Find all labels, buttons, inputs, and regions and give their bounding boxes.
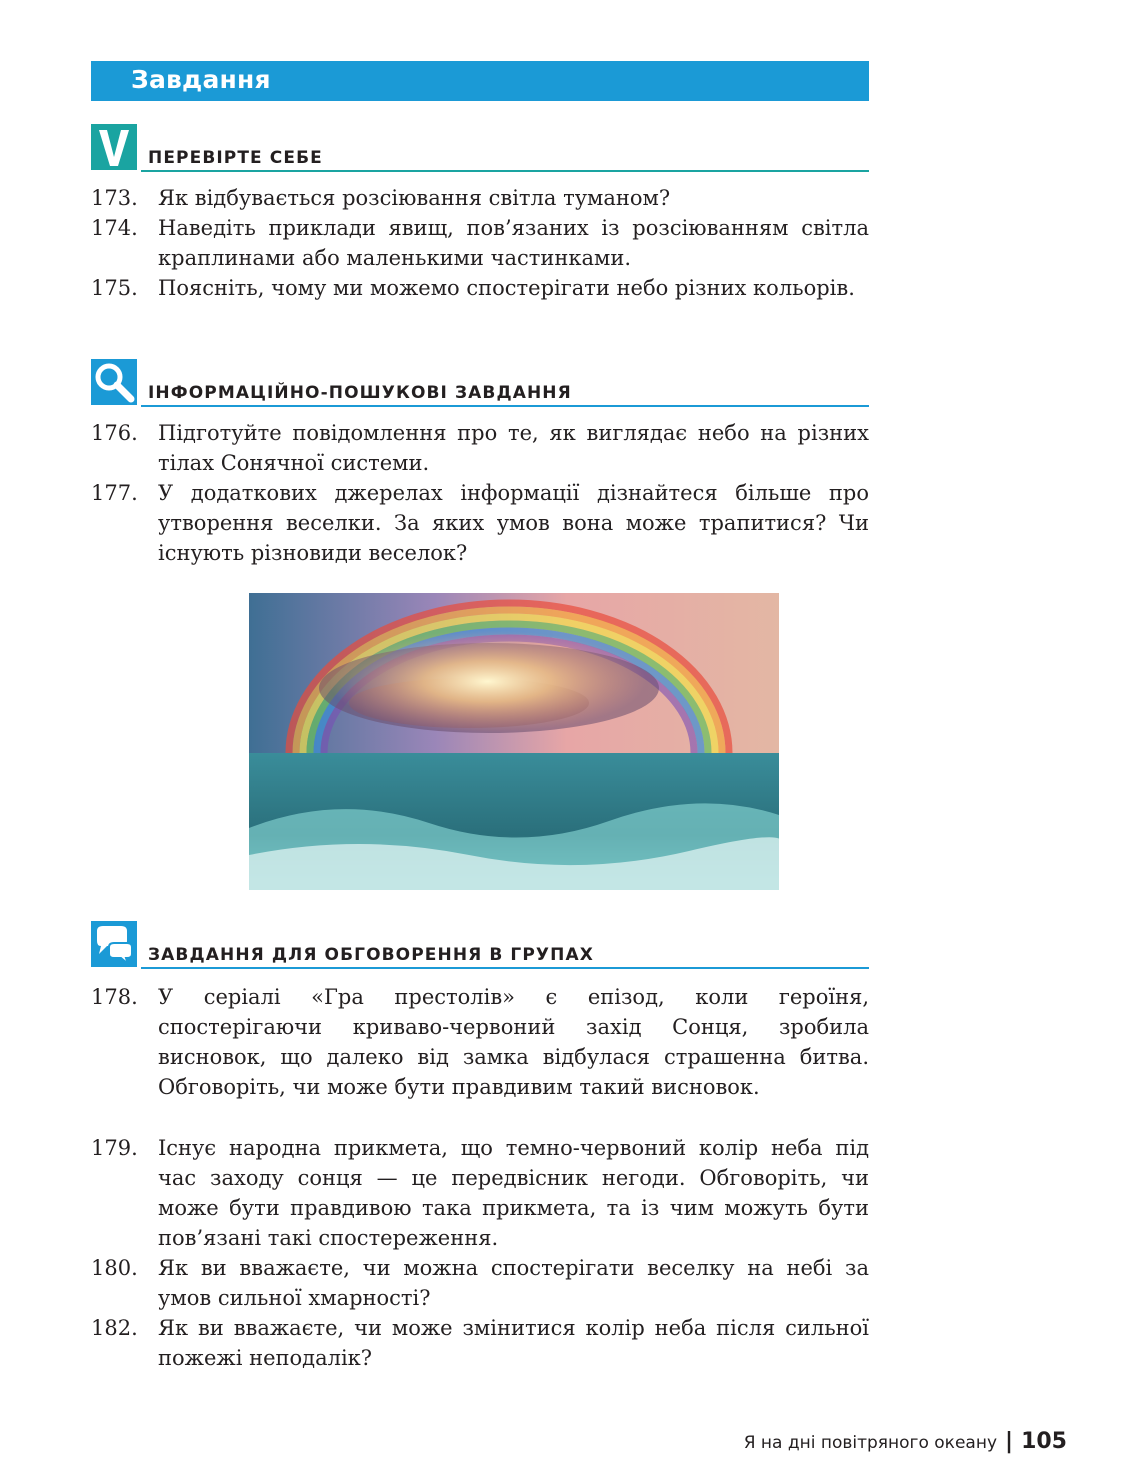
task-number: 173. xyxy=(91,186,138,210)
checkmark-icon xyxy=(91,124,137,170)
task-number: 179. xyxy=(91,1136,138,1160)
task-item xyxy=(91,418,869,478)
task-item xyxy=(91,273,869,303)
task-number: 178. xyxy=(91,985,138,1009)
magnifier-icon xyxy=(91,359,137,405)
section-rule xyxy=(141,170,869,172)
task-number: 177. xyxy=(91,481,138,505)
task-text: Як ви вважаєте, чи можна спостерігати веселку на небі за умов сильної хмарності? xyxy=(158,1256,869,1310)
section-title-check: ПЕРЕВІРТЕ СЕБЕ xyxy=(148,148,323,168)
section-rule xyxy=(141,405,869,407)
task-number: 176. xyxy=(91,421,138,445)
task-text: Підготуйте повідомлення про те, як виглядає небо на різних тілах Сонячної системи. xyxy=(158,421,869,475)
section-header-search xyxy=(91,359,869,407)
section-header-group xyxy=(91,921,869,969)
section-title-group: ЗАВДАННЯ ДЛЯ ОБГОВОРЕННЯ В ГРУПАХ xyxy=(148,945,594,965)
page-number: 105 xyxy=(1021,1429,1067,1454)
speech-bubbles-icon xyxy=(91,921,137,967)
task-item xyxy=(91,1133,869,1253)
task-text: Наведіть приклади явищ, пов’язаних із розсіюванням світла краплинами або маленькими частинками. xyxy=(158,216,869,270)
section-title-search: ІНФОРМАЦІЙНО-ПОШУКОВІ ЗАВДАННЯ xyxy=(148,383,572,403)
task-text: У додаткових джерелах інформації дізнайтеся більше про утворення веселки. За яких умов вона може трапитися? Чи існують різновиди веселок? xyxy=(158,481,869,565)
task-number: 180. xyxy=(91,1256,138,1280)
section-rule xyxy=(141,967,869,969)
task-item xyxy=(91,1313,869,1373)
task-item xyxy=(91,213,869,273)
task-text: Існує народна прикмета, що темно-червоний колір неба під час заходу сонця — це передвісник негоди. Обговоріть, чи може бути правдивою така прикмета, та із чим можуть бути пов’язані такі спостереження. xyxy=(158,1136,869,1250)
task-item xyxy=(91,478,869,568)
footer-separator: | xyxy=(1005,1429,1014,1454)
task-text: Поясніть, чому ми можемо спостерігати небо різних кольорів. xyxy=(158,276,855,300)
task-text: Як відбувається розсіювання світла туманом? xyxy=(158,186,671,210)
banner-title: Завдання xyxy=(131,65,271,94)
section-banner xyxy=(91,61,869,101)
chapter-title: Я на дні повітряного океану xyxy=(743,1433,998,1453)
task-item xyxy=(91,1253,869,1313)
task-text: У серіалі «Гра престолів» є епізод, коли героїня, спостерігаючи криваво-червоний захід Сонця, зробила висновок, що далеко від замка відбулася страшенна битва. Обговоріть, чи може бути правдивим такий висновок. xyxy=(158,985,869,1099)
task-item xyxy=(91,982,869,1102)
task-number: 175. xyxy=(91,276,138,300)
page-footer xyxy=(744,1429,1067,1454)
task-text: Як ви вважаєте, чи може змінитися колір неба після сильної пожежі неподалік? xyxy=(158,1316,869,1370)
rainbow-photo xyxy=(249,593,779,890)
task-number: 182. xyxy=(91,1316,138,1340)
task-number: 174. xyxy=(91,216,138,240)
task-item xyxy=(91,183,869,213)
section-header-check xyxy=(91,124,869,172)
